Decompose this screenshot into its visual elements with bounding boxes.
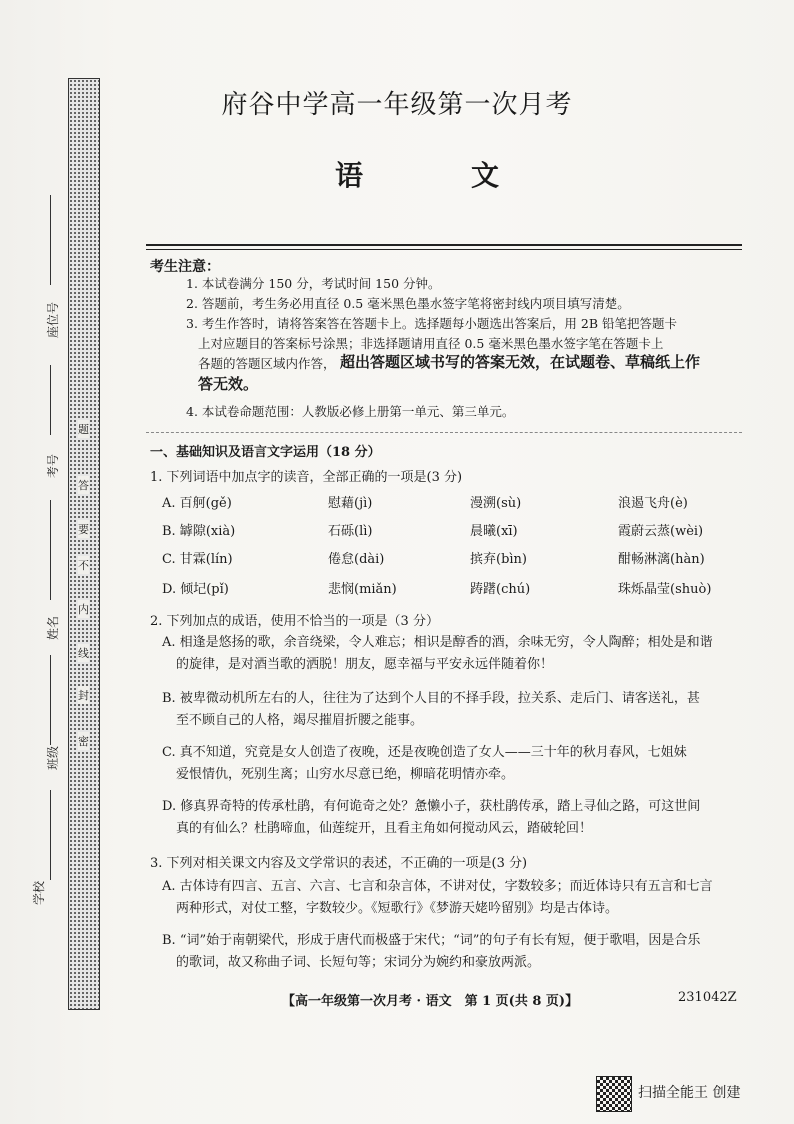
q2-option-d xyxy=(162,796,742,840)
exam-no-line[interactable] xyxy=(50,365,51,435)
q1-a-2: 慰藉(jì) xyxy=(328,496,373,511)
q2-b-line2: 至不顾自己的人格，竭尽摧眉折腰之能事。 xyxy=(176,713,424,728)
seat-label: 座位号 xyxy=(46,301,60,338)
seal-char-8: 密 xyxy=(78,732,89,750)
q1-a-1: A. 百舸(gě) xyxy=(162,496,232,511)
q1-a-3: 漫溯(sù) xyxy=(470,496,522,511)
q3-option-a xyxy=(162,876,742,920)
class-line[interactable] xyxy=(50,655,51,745)
q2-a-line2: 的旋律，是对酒当歌的洒脱！朋友，愿幸福与平安永远伴随着你！ xyxy=(176,657,554,672)
q2-stem: 2. 下列加点的成语，使用不恰当的一项是（3 分） xyxy=(150,614,439,629)
seal-char-5: 内 xyxy=(78,600,89,618)
seat-line[interactable] xyxy=(50,195,51,285)
seal-line-strip xyxy=(68,78,100,1010)
exam-title: 府谷中学高一年级第一次月考 xyxy=(221,90,573,120)
name-line[interactable] xyxy=(50,500,51,600)
q1-c-1: C. 甘霖(lín) xyxy=(162,552,233,567)
q2-d-line1: D. 修真界奇特的传承杜鹃，有何诡奇之处？惫懒小子，获杜鹃传承，踏上寻仙之路，可这世间 xyxy=(162,799,701,814)
q2-c-line2: 爱恨情仇，死别生离；山穷水尽意已绝，柳暗花明情亦牵。 xyxy=(176,767,515,782)
notice-item-4: 4. 本试卷命题范围：人教版必修上册第一单元、第三单元。 xyxy=(186,404,515,419)
q2-option-b xyxy=(162,688,742,732)
q1-b-3: 晨曦(xī) xyxy=(470,524,518,539)
q2-d-line2: 真的有仙么？杜鹃啼血，仙莲绽开，且看主角如何搅动风云，踏破轮回！ xyxy=(176,821,593,836)
notice-item-3-line2: 上对应题目的答案标号涂黑；非选择题请用直径 0.5 毫米黑色墨水签字笔在答题卡上 xyxy=(198,336,664,351)
section-heading: 一、基础知识及语言文字运用（18 分） xyxy=(150,445,381,460)
subject-title: 语 文 xyxy=(334,159,539,192)
name-label: 姓名 xyxy=(46,615,60,640)
seal-char-6: 线 xyxy=(78,644,89,662)
q2-a-line1: A. 相逢是悠扬的歌，余音绕梁，令人难忘；相识是醇香的酒，余味无穷，令人陶醉；相处是和谐 xyxy=(162,635,713,650)
section-divider xyxy=(146,432,742,433)
q1-b-1: B. 罅隙(xià) xyxy=(162,524,236,539)
header-rule-top xyxy=(146,244,742,246)
q3-option-b xyxy=(162,930,742,974)
q3-b-line2: 的歌词，故又称曲子词、长短句等；宋词分为婉约和豪放两派。 xyxy=(176,955,541,970)
seal-char-4: 不 xyxy=(78,556,89,574)
seal-char-2: 答 xyxy=(78,476,89,494)
seal-char-7: 封 xyxy=(78,686,89,704)
notice-item-3-line3: 各题的答题区域内作答， xyxy=(198,356,336,371)
q2-b-line1: B. 被卑微动机所左右的人，往往为了达到个人目的不择手段，拉关系、走后门、请客送礼，甚 xyxy=(162,691,700,706)
seal-char-3: 要 xyxy=(78,520,89,538)
seal-char-1: 题 xyxy=(78,420,89,438)
qr-code-icon xyxy=(596,1076,632,1112)
q1-d-3: 踌躇(chú) xyxy=(470,582,531,597)
q1-b-2: 石砾(lì) xyxy=(328,524,373,539)
q1-c-4: 酣畅淋漓(hàn) xyxy=(618,552,705,567)
header-rule-bottom xyxy=(146,249,742,250)
paper-code: 231042Z xyxy=(678,990,737,1005)
page-footer: 【高一年级第一次月考 · 语文 第 1 页(共 8 页)】 xyxy=(282,994,579,1009)
q1-c-3: 摈弃(bìn) xyxy=(470,552,527,567)
school-label: 学校 xyxy=(32,880,46,905)
q3-b-line1: B. “词”始于南朝梁代，形成于唐代而极盛于宋代；“词”的句子有长有短，便于歌唱，因是合乐 xyxy=(162,933,701,948)
q1-b-4: 霞蔚云蒸(wèi) xyxy=(618,524,704,539)
q3-stem: 3. 下列对相关课文内容及文学常识的表述，不正确的一项是(3 分) xyxy=(150,856,528,871)
q2-option-c xyxy=(162,742,742,786)
notice-item-1: 1. 本试卷满分 150 分，考试时间 150 分钟。 xyxy=(186,276,441,291)
notice-item-3: 3. 考生作答时，请将答案答在答题卡上。选择题每小题选出答案后，用 2B 铅笔把答题卡 xyxy=(186,316,677,331)
notice-item-3-emphasis-end: 答无效。 xyxy=(198,375,259,393)
school-line[interactable] xyxy=(50,790,51,880)
q3-a-line1: A. 古体诗有四言、五言、六言、七言和杂言体，不讲对仗，字数较多；而近体诗只有五言和七言 xyxy=(162,879,713,894)
q1-d-2: 悲悯(miǎn) xyxy=(328,582,397,597)
q2-c-line1: C. 真不知道，究竟是女人创造了夜晚，还是夜晚创造了女人——三十年的秋月春风，七姐妹 xyxy=(162,745,687,760)
scanner-watermark: 扫描全能王 创建 xyxy=(638,1085,741,1101)
class-label: 班级 xyxy=(46,745,60,770)
q1-stem: 1. 下列词语中加点字的读音，全部正确的一项是(3 分) xyxy=(150,470,463,485)
q1-d-4: 珠烁晶莹(shuò) xyxy=(618,582,712,597)
q2-option-a xyxy=(162,632,742,676)
notice-heading: 考生注意： xyxy=(150,259,220,275)
q1-d-1: D. 倾圮(pǐ) xyxy=(162,582,229,597)
q1-a-4: 浪遏飞舟(è) xyxy=(618,496,688,511)
q3-a-line2: 两种形式，对仗工整，字数较少。《短歌行》《梦游天姥吟留别》均是古体诗。 xyxy=(176,901,619,916)
exam-no-label: 考号 xyxy=(46,453,60,478)
notice-item-3-emphasis: 超出答题区域书写的答案无效，在试题卷、草稿纸上作 xyxy=(340,353,701,371)
notice-item-2: 2. 答题前，考生务必用直径 0.5 毫米黑色墨水签字笔将密封线内项目填写清楚。 xyxy=(186,296,630,311)
q1-c-2: 倦怠(dài) xyxy=(328,552,385,567)
